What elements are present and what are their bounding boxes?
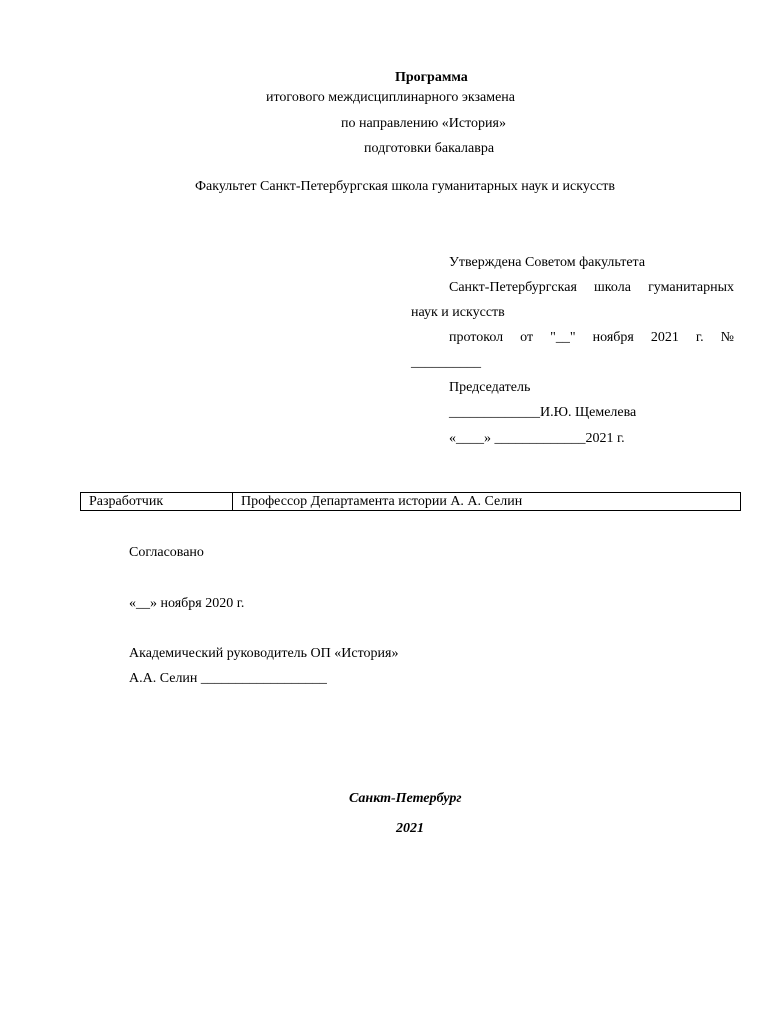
- academic-supervisor-signature: А.А. Селин __________________: [129, 671, 327, 686]
- year-label: 2021: [396, 821, 424, 836]
- approval-date: «____» _____________2021 г.: [449, 431, 625, 446]
- approval-line-1: Утверждена Советом факультета: [449, 255, 646, 270]
- degree-line: подготовки бакалавра: [364, 141, 495, 156]
- approval-word: Санкт-Петербургская: [449, 280, 577, 295]
- agreed-date: «__» ноября 2020 г.: [129, 596, 245, 611]
- faculty-line: Факультет Санкт-Петербургская школа гуманитарных наук и искусств: [195, 179, 615, 194]
- program-title: Программа: [395, 70, 468, 85]
- protocol-word: №: [720, 330, 734, 345]
- protocol-word: г.: [695, 330, 704, 345]
- approval-word: школа: [594, 280, 631, 295]
- exam-type-line: итогового междисциплинарного экзамена: [266, 90, 515, 105]
- developer-label-cell: Разработчик: [81, 493, 233, 511]
- approval-word: гуманитарных: [648, 280, 734, 295]
- protocol-line: [449, 329, 734, 347]
- protocol-word: 2021: [650, 330, 679, 345]
- protocol-number-blank: __________: [411, 355, 481, 370]
- protocol-word: ноября: [592, 330, 634, 345]
- table-row: [81, 493, 741, 511]
- developer-table: [80, 492, 741, 511]
- chairman-label: Председатель: [449, 380, 531, 395]
- city-label: Санкт-Петербург: [349, 791, 462, 806]
- direction-line: по направлению «История»: [341, 116, 506, 131]
- approval-line-2: [449, 279, 734, 297]
- developer-value-cell: Профессор Департамента истории А. А. Селин: [233, 493, 741, 511]
- academic-supervisor-position: Академический руководитель ОП «История»: [129, 646, 399, 661]
- protocol-word: протокол: [449, 330, 504, 345]
- chairman-signature: _____________И.Ю. Щемелева: [449, 405, 637, 420]
- protocol-word: "__": [550, 330, 576, 345]
- agreed-label: Согласовано: [129, 545, 204, 560]
- approval-line-3: наук и искусств: [411, 305, 505, 320]
- protocol-word: от: [520, 330, 534, 345]
